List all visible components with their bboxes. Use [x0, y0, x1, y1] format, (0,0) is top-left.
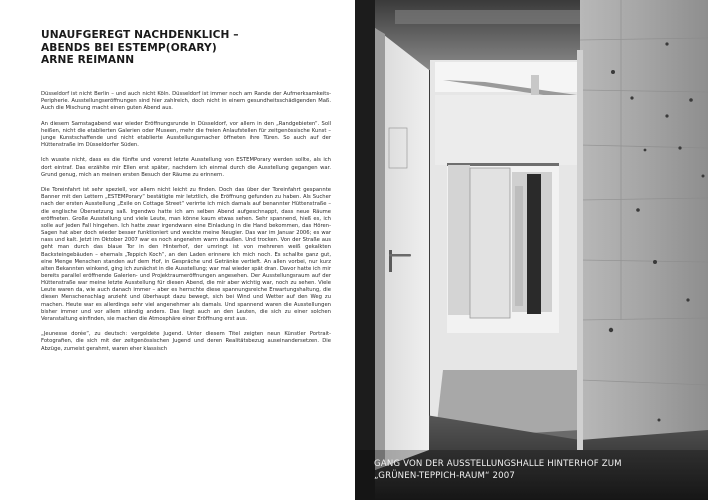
title-line: UNAUFGEREGT NACHDENKLICH – [41, 29, 239, 41]
paragraph: „Jeunesse dorée“, zu deutsch: vergoldete Jugend. Unter diesem Titel zeigten neun Künstler Portrait-Fotografien, die sich mit der zeitgenössischen Jugend und deren Realitätsbezug auseinandersetzen. Die Abzüge, zumeist gerahmt, waren eher klassisch [41, 331, 331, 352]
doorway-photo [355, 0, 708, 500]
paragraph: Ich wusste nicht, dass es die fünfte und vorerst letzte Ausstellung von ESTEMPorary werden sollte, als ich dort eintraf. Das erzählte mir Ellen erst später, nachdem ich einmal durch die Ausstellung gegangen war. Grund genug, mich an meinen ersten Besuch der Räume zu erinnern. [41, 157, 331, 178]
caption-line: GANG VON DER AUSSTELLUNGSHALLE HINTERHOF ZUM [374, 459, 622, 469]
photo-caption [374, 458, 622, 483]
article-body [41, 91, 331, 361]
paragraph: Düsseldorf ist nicht Berlin – und auch nicht Köln. Düsseldorf ist immer noch am Rande der Aufmerksamkeits-Peripherie. Ausstellungseröffnungen sind hier zahlreich, doch nicht in einem gesundheitsschädigenden Maß. Auch die Mischung macht einen guten Abend aus. [41, 91, 331, 112]
right-page [355, 0, 708, 500]
title-line: ABENDS BEI ESTEMP(ORARY) [41, 41, 217, 54]
caption-line: „GRÜNEN-TEPPICH-RAUM“ 2007 [374, 471, 515, 482]
author-line: ARNE REIMANN [41, 54, 135, 67]
paragraph: Die Toreinfahrt ist sehr speziell, vor allem nicht leicht zu finden. Doch das über der Toreinfahrt gespannte Banner mit den Lettern „ESTEMPorary“ bestätigte mir letztlich, die Eröffnung gefunden zu haben. Als Sucher nach der ersten Ausstellung „Exile on Cottage Street“ verirrte ich mich damals auf benannter Hüttenstraße – die englische Übersetzung saß. Irgendwo hatte ich am selben Abend aufgeschnappt, dass neue Räume eröffneten. Große Ausstellung und viele Leute, man könne kaum etwas sehen. Sehr spannend, hieß es, ich solle auf jeden Fall hingehen. Ich hatte zwar irgendwann eine Einladung in die Hand bekommen, das Hören-Sagen hat aber doch wieder besser funktioniert und weckte meine Neugier. Das war im Januar 2006; es war nass und kalt. Jetzt im Oktober 2007 war es noch angenehm warm draußen. Und trocken. Von der Straße aus geht man durch das blaue Tor in den Hinterhof, der umringt ist von mehreren weiß gekalkten Backsteingebäuden – ehemals „Teppich Koch“, an den Laden erinnere ich mich noch. Es schallte ganz gut, eine Menge Menschen standen auf dem Hof, in Gespräche und Getränke vertieft. An allen vorbei, nur kurz alten Bekannten winkend, ging ich zunächst in die Ausstellung; war mal wieder spät dran. Davor hatte ich mir bereits parallel eröffnende Galerien- und Projektraumeröffnungen angesehen. Der Ausstellungsraum auf der Hüttenstraße war meine letzte Ausstellung für diesen Abend, die mir aber wichtig war, noch zu sehen. Viele Leute waren da, wie auch danach immer – aber es herrschte diese spannungsreiche Erwartungshaltung, die diesen Menschenschlag anzieht und überhaupt dazu bewegt, sich bei Wind und Wetter auf den Weg zu machen. Heute war es allerdings sehr viel angenehmer als damals. Und spannend waren die Ausstellungen bisher immer und vor allem ständig anders. Das liegt auch an den Leuten, die sich zu einer solchen Veranstaltung einfinden, sie machen die Atmosphäre einer Eröffnung erst aus. [41, 187, 331, 322]
paragraph: An diesem Samstagabend war wieder Eröffnungsrunde in Düsseldorf, vor allem in den „Randgebieten“. Soll heißen, nicht die etablierten Galerien oder Museen, mehr die freien Anlaufstellen für zeitgenössische Kunst – junge Kunstschaffende und nicht etablierte Ausstellungsmacher öffneten ihre Türen. So auch auf der Hüttenstraße im Düsseldorfer Süden. [41, 120, 331, 149]
article-title [41, 29, 239, 67]
